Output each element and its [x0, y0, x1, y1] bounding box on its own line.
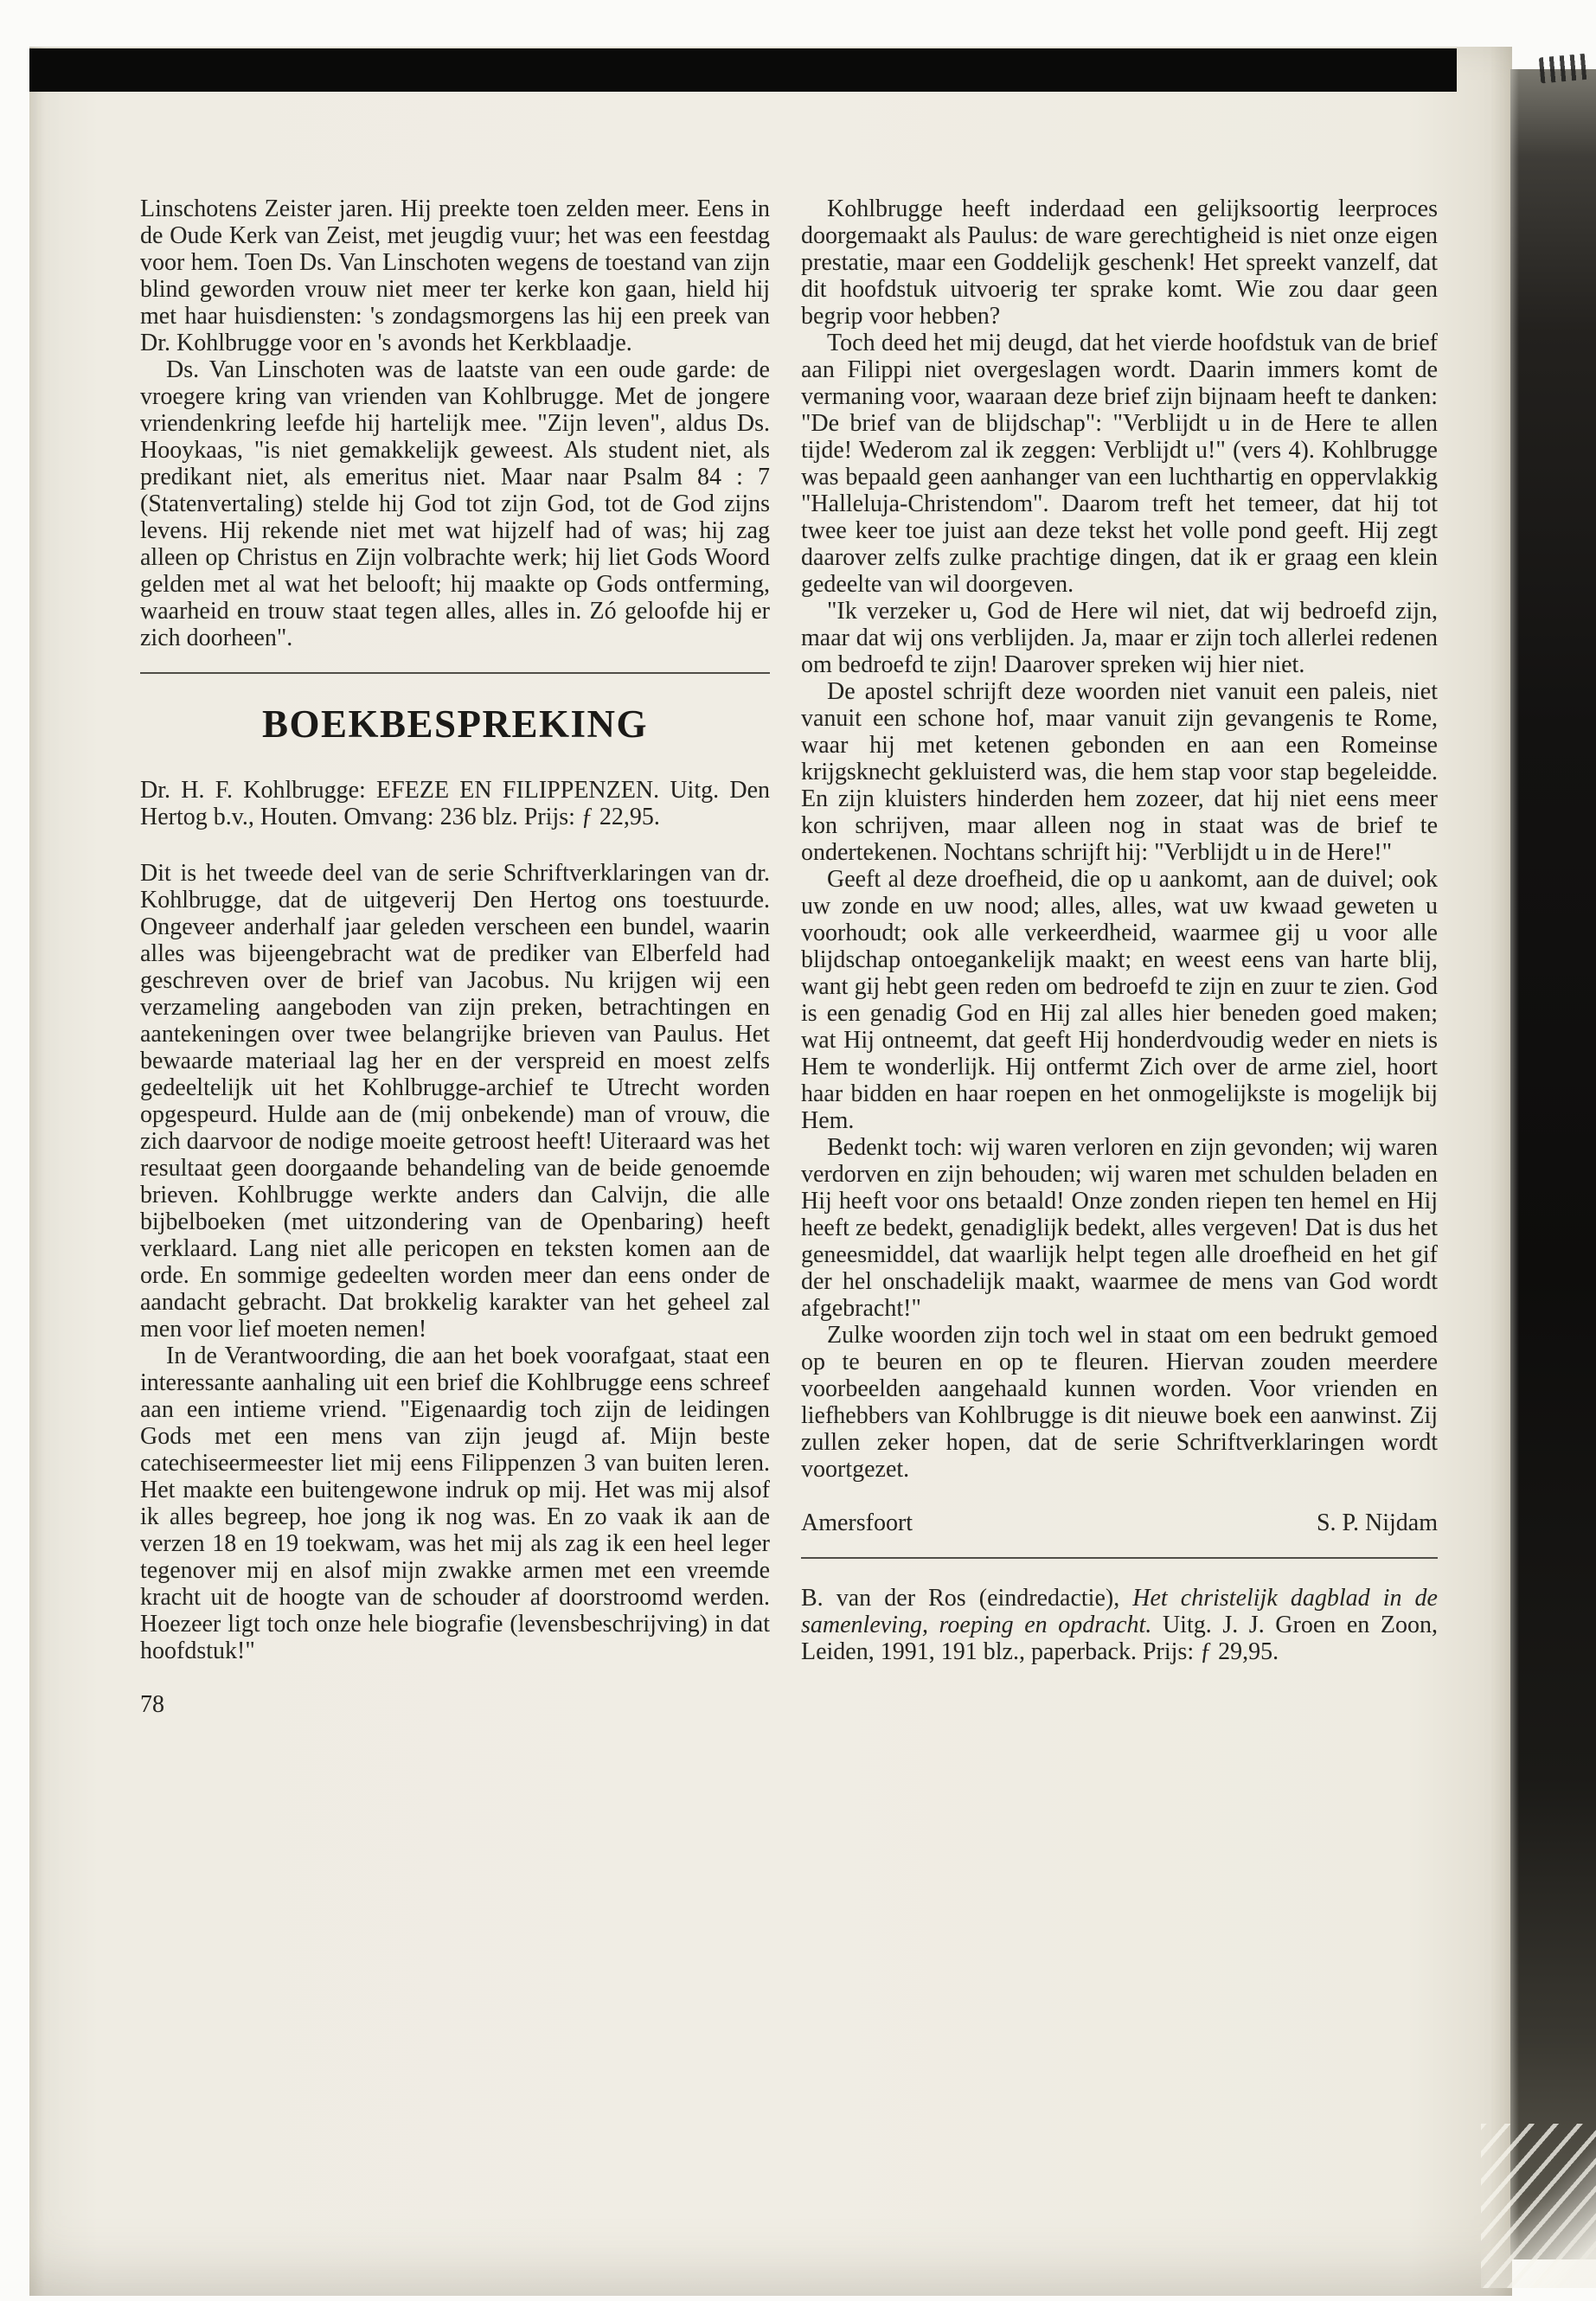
paragraph-6: Bedenkt toch: wij waren verloren en zijn gevonden; wij waren verdorven en zijn behouden; wij waren met schulden beladen en Hij heeft voor ons betaald! Onze zonden riepen ten hemel en Hij heeft ze bedekt, genadiglijk bedekt, alles vergeven! Dat is dus het geneesmiddel, dat waarlijk helpt tegen alle droefheid en het gif der hel onschadelijk maakt, waarmee de mens van God wordt afgebracht!" — [801, 1134, 1438, 1322]
review-reference: Dr. H. F. Kohlbrugge: EFEZE EN FILIPPENZEN. Uitg. Den Hertog b.v., Houten. Omvang: 236 blz. Prijs: ƒ 22,95. — [140, 777, 770, 830]
section-heading: BOEKBESPREKING — [261, 702, 649, 746]
scan-black-bar — [29, 48, 1457, 92]
paragraph-review-1: Dit is het tweede deel van de serie Schriftverklaringen van dr. Kohlbrugge, dat de uitgeverij Den Hertog ons toestuurde. Ongeveer anderhalf jaar geleden verscheen een bundel, waarin alles was bijeengebracht wat de prediker van Elberfeld had geschreven over de brief van Jacobus. Nu krijgen wij een verzameling aangeboden van zijn preken, betrachtingen en aantekeningen over twee belangrijke brieven van Paulus. Het bewaarde materiaal lag her en der verspreid en moest zelfs gedeeltelijk uit het Kohlbrugge-archief te Utrecht worden opgespeurd. Hulde aan de (mij onbekende) man of vrouw, die zich daarvoor de nodige moeite getroost heeft! Uiteraard was het resultaat geen doorgaande behandeling van de beide genoemde brieven. Kohlbrugge werkte anders dan Calvijn, die alle bijbelboeken (met uitzondering van de Openbaring) heeft verklaard. Lang niet alle pericopen en teksten komen aan de orde. En sommige gedeelten worden meer dan eens onder de aandacht gebracht. Dat brokkelig karakter van het geheel zal men voor lief moeten nemen! — [140, 860, 770, 1343]
page-corner-curl — [1481, 2124, 1596, 2288]
page-number: 78 — [140, 1691, 164, 1718]
paragraph-4: De apostel schrijft deze woorden niet vanuit een paleis, niet vanuit een schone hof, maar vanuit zijn gevangenis te Rome, waar hij met ketenen gebonden en aan een Romeinse krijgsknecht gekluisterd was, die hem stap voor stap begeleidde. En zijn kluisters hinderden hem zozeer, dat hij niet eens meer kon schrijven, maar alleen nog in staat was de brief te ondertekenen. Nochtans schrijft hij: "Verblijdt u in de Here!" — [801, 678, 1438, 866]
next-review-details: Uitg. J. J. Groen en Zoon, Leiden, 1991, 191 blz., paperback. Prijs: ƒ 29,95. — [801, 1612, 1438, 1665]
paragraph-5: Geeft al deze droefheid, die op u aankomt, aan de duivel; ook uw zonde en uw nood; alles, alles, wat uw kwaad geweten u voorhoudt; ook alle verkeerdheid, waarmee gij u voor alle blijdschap ontoegankelijk maakt; en weest eens van harte blij, want gij hebt geen reden om bedroefd te zijn en zuur te zien. God is een genadig God en Hij zal alles hier beneden goed maken; wat Hij ontneemt, dat geeft Hij honderdvoudig weder en niets is Hem te wonderlijk. Hij ontfermt Zich over de arme ziel, hoort haar bidden en haar roepen en het onmogelijkste is mogelijk bij Hem. — [801, 866, 1438, 1134]
paragraph-review-2: In de Verantwoording, die aan het boek voorafgaat, staat een interessante aanhaling uit een brief die Kohlbrugge eens schreef aan een intieme vriend. "Eigenaardig toch zijn de leidingen Gods met een mens van zijn jeugd af. Mijn beste catechiseermeester liet mij eens Filippenzen 3 van buiten leren. Het maakte een buitengewone indruk op mij. Het was mij alsof ik alles begreep, hoe jong ik nog was. En zo vaak ik aan de verzen 18 en 19 toekwam, was het mij als zag ik een heel leger tegenover mij en alsof mijn zwakke armen met een vreemde kracht uit de hoogte van de schouder af doorstroomd werden. Hoezeer ligt toch onze hele biografie (levensbeschrijving) in dat hoofdstuk!" — [140, 1343, 770, 1664]
left-column — [140, 195, 770, 1718]
paragraph-2: Toch deed het mij deugd, dat het vierde hoofdstuk van de brief aan Filippi niet overgeslagen wordt. Daarin immers komt de vermaning voor, waaraan deze brief zijn bijnaam heeft te danken: "De brief van de blijdschap": "Verblijdt u in de Here te allen tijde! Wederom zal ik zeggen: Verblijdt u!" (vers 4). Kohlbrugge was bepaald geen aanhanger van een luchthartig en oppervlakkig "Halleluja-Christendom". Daarom treft het temeer, dat hij tot twee keer toe juist aan deze tekst het volle pond geeft. Hij zegt daarover zelfs zulke prachtige dingen, dat ik er graag een klein gedeelte van wil doorgeven. — [801, 330, 1438, 598]
signoff-row — [801, 1509, 1438, 1536]
next-review-reference — [801, 1585, 1438, 1665]
spine-marks — [1539, 54, 1591, 84]
signoff-place: Amersfoort — [801, 1509, 913, 1536]
right-column — [801, 195, 1438, 1665]
book-edge-shadow — [1510, 69, 1596, 2259]
next-review-editor: B. van der Ros (eindredactie), — [801, 1585, 1133, 1612]
signoff-author: S. P. Nijdam — [1316, 1509, 1438, 1536]
paragraph-3: "Ik verzeker u, God de Here wil niet, dat wij bedroefd zijn, maar dat wij ons verblijden. Ja, maar er zijn toch allerlei redenen om bedroefd te zijn! Daarover spreken wij hier niet. — [801, 598, 1438, 678]
section-divider — [140, 672, 770, 674]
paragraph-continuation: Linschotens Zeister jaren. Hij preekte toen zelden meer. Eens in de Oude Kerk van Zeist, met jeugdig vuur; het was een feestdag voor hem. Toen Ds. Van Linschoten wegens de toestand van zijn blind geworden vrouw niet meer ter kerke kon gaan, hield hij met haar huisdiensten: 's zondagsmorgens las hij een preek van Dr. Kohlbrugge voor en 's avonds het Kerkblaadje. — [140, 195, 770, 356]
paragraph-garde: Ds. Van Linschoten was de laatste van een oude garde: de vroegere kring van vrienden van Kohlbrugge. Met de jongere vriendenkring leefde hij hartelijk mee. "Zijn leven", aldus Ds. Hooykaas, "is niet gemakkelijk geweest. Als student niet, als predikant niet, als emeritus niet. Maar naar Psalm 84 : 7 (Statenvertaling) stelde hij God tot zijn God, tot de God zijns levens. Hij rekende niet met wat hijzelf had of was; hij zag alleen op Christus en Zijn volbrachte werk; hij liet Gods Woord gelden met al wat het belooft; hij maakte op Gods ontferming, waarheid en trouw staat tegen alles, alles in. Zó geloofde hij er zich doorheen". — [140, 356, 770, 651]
review-divider — [801, 1557, 1438, 1559]
next-review-title: Het christelijk dagblad in de samenleving, roeping en opdracht. — [801, 1585, 1438, 1638]
paragraph-7: Zulke woorden zijn toch wel in staat om een bedrukt gemoed op te beuren en op te fleuren. Hiervan zouden meerdere voorbeelden aangehaald kunnen worden. Voor vrienden en liefhebbers van Kohlbrugge is dit nieuwe boek een aanwinst. Zij zullen zeker hopen, dat de serie Schriftverklaringen wordt voortgezet. — [801, 1322, 1438, 1483]
paragraph-1: Kohlbrugge heeft inderdaad een gelijksoortig leerproces doorgemaakt als Paulus: de ware gerechtigheid is niet onze eigen prestatie, maar een Goddelijk geschenk! Het spreekt vanzelf, dat dit hoofdstuk uitvoerig ter sprake komt. Wie zou daar geen begrip voor hebben? — [801, 195, 1438, 330]
